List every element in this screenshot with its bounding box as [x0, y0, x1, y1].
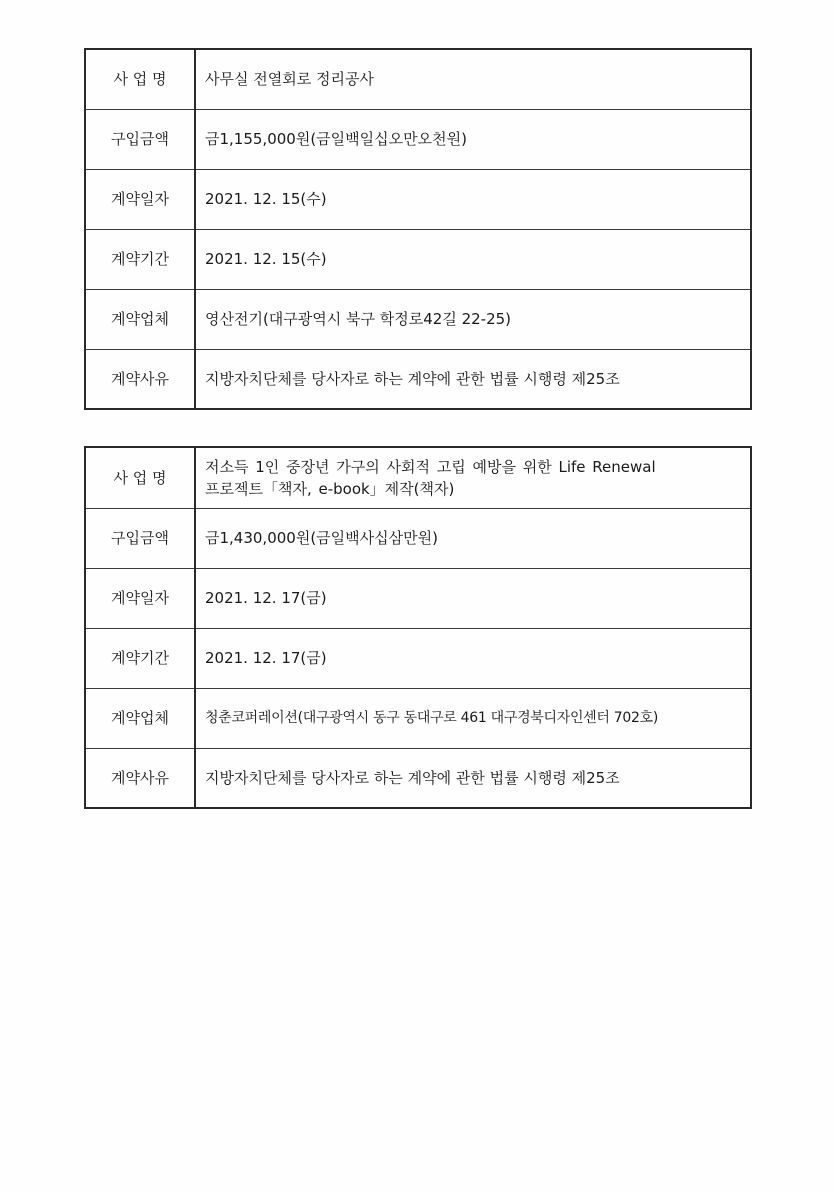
row-label-project-name: 사 업 명 [85, 447, 195, 508]
contract-table-2 [84, 446, 752, 809]
row-label-contract-date: 계약일자 [85, 568, 195, 628]
table-row [85, 109, 751, 169]
table-row [85, 169, 751, 229]
row-label-project-name: 사 업 명 [85, 49, 195, 109]
row-label-purchase-amount: 구입금액 [85, 508, 195, 568]
row-label-contract-period: 계약기간 [85, 229, 195, 289]
row-label-contract-period: 계약기간 [85, 628, 195, 688]
table-row [85, 229, 751, 289]
project-name-line-2: 프로젝트「책자, e-book」제작(책자) [205, 479, 455, 498]
table-row [85, 349, 751, 409]
table-row [85, 568, 751, 628]
contract-table-1 [84, 48, 752, 410]
table-row [85, 289, 751, 349]
row-value-project-name [195, 447, 751, 508]
row-value-contract-period: 2021. 12. 15(수) [195, 229, 751, 289]
row-value-contract-date: 2021. 12. 17(금) [195, 568, 751, 628]
row-value-contract-date: 2021. 12. 15(수) [195, 169, 751, 229]
row-value-purchase-amount: 금1,430,000원(금일백사십삼만원) [195, 508, 751, 568]
table-row [85, 688, 751, 748]
table-row [85, 508, 751, 568]
row-label-contractor: 계약업체 [85, 289, 195, 349]
row-label-contractor: 계약업체 [85, 688, 195, 748]
row-value-contract-reason: 지방자치단체를 당사자로 하는 계약에 관한 법률 시행령 제25조 [195, 349, 751, 409]
row-label-contract-reason: 계약사유 [85, 349, 195, 409]
table-row [85, 748, 751, 808]
table-row [85, 49, 751, 109]
row-label-contract-date: 계약일자 [85, 169, 195, 229]
row-label-purchase-amount: 구입금액 [85, 109, 195, 169]
row-value-contractor: 청춘코퍼레이션(대구광역시 동구 동대구로 461 대구경북디자인센터 702호) [195, 688, 751, 748]
row-value-purchase-amount: 금1,155,000원(금일백일십오만오천원) [195, 109, 751, 169]
row-value-contract-period: 2021. 12. 17(금) [195, 628, 751, 688]
row-value-project-name: 사무실 전열회로 정리공사 [195, 49, 751, 109]
table-row [85, 628, 751, 688]
table-row [85, 447, 751, 508]
project-name-line-1: 저소득 1인 중장년 가구의 사회적 고립 예방을 위한 Life Renewal [205, 457, 656, 476]
row-label-contract-reason: 계약사유 [85, 748, 195, 808]
row-value-contractor: 영산전기(대구광역시 북구 학정로42길 22-25) [195, 289, 751, 349]
row-value-contract-reason: 지방자치단체를 당사자로 하는 계약에 관한 법률 시행령 제25조 [195, 748, 751, 808]
